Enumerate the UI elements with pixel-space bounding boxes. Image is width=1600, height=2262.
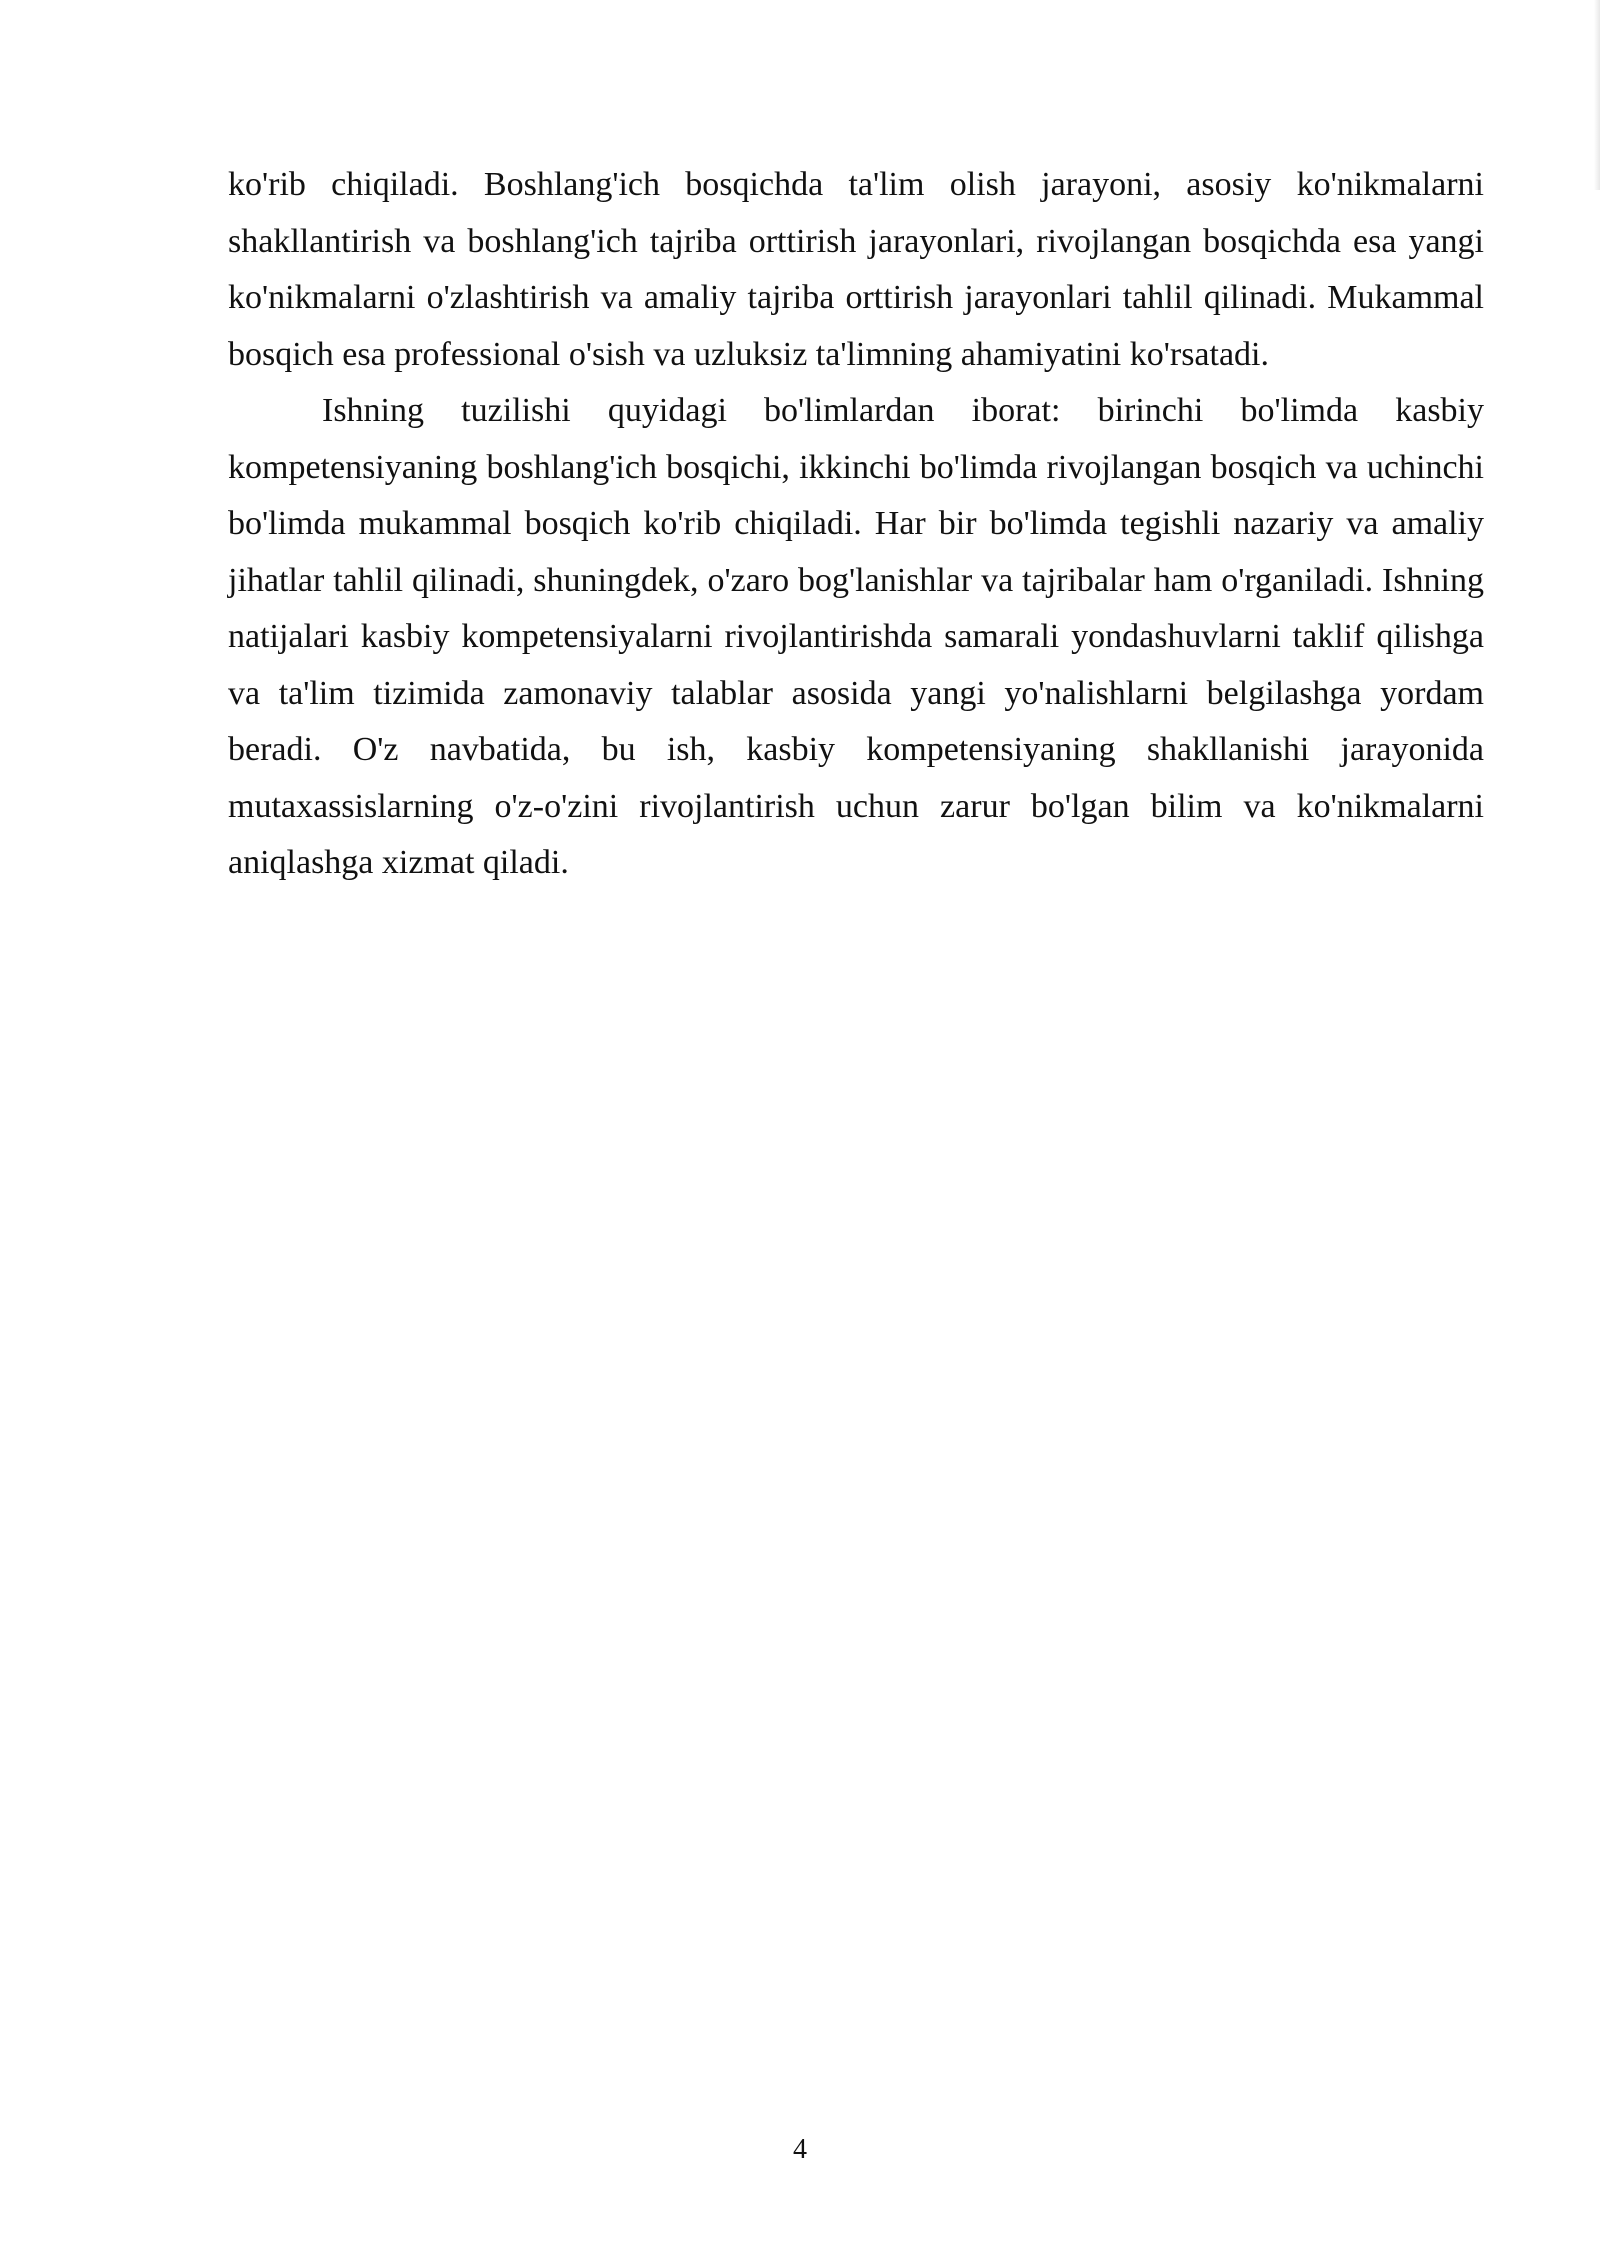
page-edge-shadow (1594, 0, 1600, 190)
body-text (228, 157, 1484, 892)
paragraph-continuation: ko'rib chiqiladi. Boshlang'ich bosqichda ta'lim olish jarayoni, asosiy ko'nikmalarni shakllantirish va boshlang'ich tajriba orttirish jarayonlari, rivojlangan bosqichda esa yangi ko'nikmalarni o'zlashtirish va amaliy tajriba orttirish jarayonlari tahlil qilinadi. Mukammal bosqich esa professional o'sish va uzluksiz ta'limning ahamiyatini ko'rsatadi. (228, 166, 1484, 373)
paragraph-structure: Ishning tuzilishi quyidagi bo'limlardan iborat: birinchi bo'limda kasbiy kompetensiyaning boshlang'ich bosqichi, ikkinchi bo'limda rivojlangan bosqich va uchinchi bo'limda mukammal bosqich ko'rib chiqiladi. Har bir bo'limda tegishli nazariy va amaliy jihatlar tahlil qilinadi, shuningdek, o'zaro bog'lanishlar va tajribalar ham o'rganiladi. Ishning natijalari kasbiy kompetensiyalarni rivojlantirishda samarali yondashuvlarni taklif qilishga va ta'lim tizimida zamonaviy talablar asosida yangi yo'nalishlarni belgilashga yordam beradi. O'z navbatida, bu ish, kasbiy kompetensiyaning shakllanishi jarayonida mutaxassislarning o'z-o'zini rivojlantirish uchun zarur bo'lgan bilim va ko'nikmalarni aniqlashga xizmat qiladi. (228, 392, 1484, 881)
page-number: 4 (793, 2134, 807, 2165)
